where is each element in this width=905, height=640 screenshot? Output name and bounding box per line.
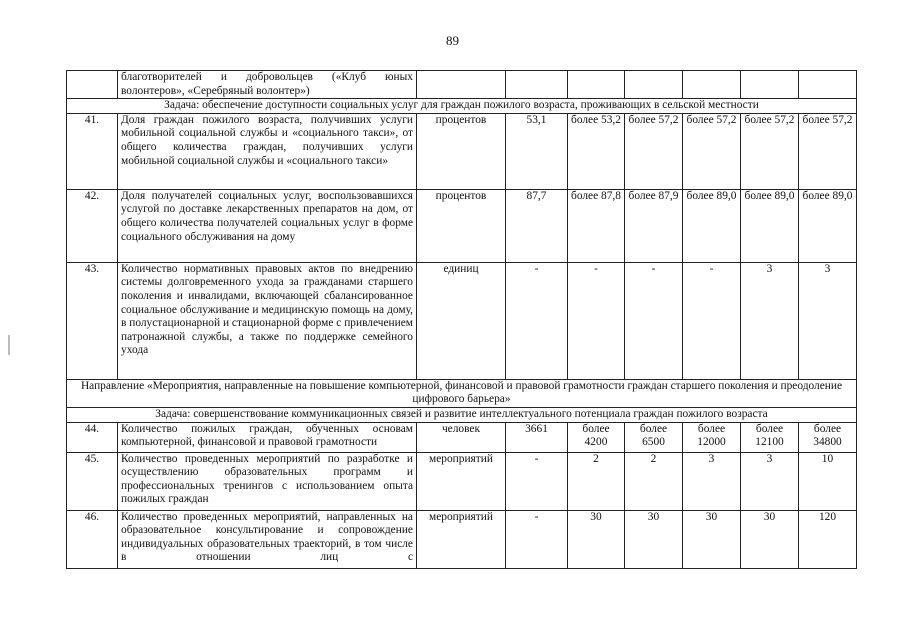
year-value-cell xyxy=(568,71,625,99)
year-value-cell: более 57,2 xyxy=(799,113,857,189)
unit-cell: мероприятий xyxy=(417,510,506,568)
task-heading: Задача: обеспечение доступности социальных услуг для граждан пожилого возраста, проживающих в сельской местности xyxy=(67,99,857,114)
table-row xyxy=(67,510,857,568)
year-value-cell: 3 xyxy=(741,262,799,379)
year-value-cell: более 53,2 xyxy=(568,113,625,189)
table-row xyxy=(67,113,857,189)
table-row xyxy=(67,262,857,379)
indicator-description: благотворителей и добровольцев («Клуб юных волонтеров», «Серебряный волонтер») xyxy=(118,71,417,99)
task-heading: Задача: совершенствование коммуникационных связей и развитие интеллектуального потенциала граждан пожилого возраста xyxy=(67,407,857,422)
year-value-cell: более 57,2 xyxy=(625,113,683,189)
indicator-description: Количество проведенных мероприятий по разработке и осуществлению образовательных программ и профессиональных тренингов с использованием опыта пожилых граждан xyxy=(118,452,417,510)
indicator-description: Количество нормативных правовых актов по внедрению системы долговременного ухода за гражданами старшего поколения и инвалидами, включающей сбалансированное социальное обслуживание и медицинскую помощь на дому, в полустационарной и стационарной форме с привлечением патронажной службы, а также по поддержке семейного ухода xyxy=(118,262,417,379)
base-value-cell: - xyxy=(506,510,568,568)
year-value-cell: 3 xyxy=(741,452,799,510)
year-value-cell: более 4200 xyxy=(568,422,625,452)
unit-cell: мероприятий xyxy=(417,452,506,510)
indicator-description: Количество проведенных мероприятий, направленных на образовательное консультирование и сопровождение индивидуальных образовательных траекторий, в том числе в отношении лиц с xyxy=(118,510,417,568)
row-number: 46. xyxy=(67,510,118,568)
unit-cell xyxy=(417,71,506,99)
year-value-cell: более 89,0 xyxy=(683,189,741,262)
row-number: 44. xyxy=(67,422,118,452)
row-number xyxy=(67,71,118,99)
indicators-table xyxy=(66,70,857,569)
year-value-cell: более 6500 xyxy=(625,422,683,452)
row-number: 43. xyxy=(67,262,118,379)
unit-cell: единиц xyxy=(417,262,506,379)
year-value-cell: более 57,2 xyxy=(741,113,799,189)
year-value-cell: 30 xyxy=(683,510,741,568)
year-value-cell xyxy=(741,71,799,99)
year-value-cell: более 12000 xyxy=(683,422,741,452)
year-value-cell xyxy=(683,71,741,99)
year-value-cell: 3 xyxy=(683,452,741,510)
table-row xyxy=(67,71,857,99)
year-value-cell: более 57,2 xyxy=(683,113,741,189)
year-value-cell xyxy=(625,71,683,99)
base-value-cell xyxy=(506,71,568,99)
table-row xyxy=(67,189,857,262)
year-value-cell: более 89,0 xyxy=(799,189,857,262)
indicator-description: Доля граждан пожилого возраста, получивших услуги мобильной социальной службы и «социального такси», от общего количества граждан, получивших услуги мобильной социальной службы и «социального такси» xyxy=(118,113,417,189)
base-value-cell: 3661 xyxy=(506,422,568,452)
year-value-cell: 120 xyxy=(799,510,857,568)
year-value-cell: 2 xyxy=(625,452,683,510)
year-value-cell: 10 xyxy=(799,452,857,510)
year-value-cell: 2 xyxy=(568,452,625,510)
margin-scan-mark xyxy=(8,335,10,355)
year-value-cell: более 34800 xyxy=(799,422,857,452)
direction-row xyxy=(67,379,857,407)
year-value-cell: - xyxy=(625,262,683,379)
base-value-cell: - xyxy=(506,452,568,510)
year-value-cell: более 87,9 xyxy=(625,189,683,262)
unit-cell: процентов xyxy=(417,189,506,262)
year-value-cell: более 12100 xyxy=(741,422,799,452)
direction-heading: Направление «Мероприятия, направленные на повышение компьютерной, финансовой и правовой грамотности граждан старшего поколения и преодоление цифрового барьера» xyxy=(67,379,857,407)
base-value-cell: 87,7 xyxy=(506,189,568,262)
row-number: 42. xyxy=(67,189,118,262)
indicator-description: Доля получателей социальных услуг, воспользовавшихся услугой по доставке лекарственных препаратов на дом, от общего количества получателей социальных услуг в форме социального обслуживания на дому xyxy=(118,189,417,262)
year-value-cell: более 89,0 xyxy=(741,189,799,262)
year-value-cell: 30 xyxy=(625,510,683,568)
row-number: 45. xyxy=(67,452,118,510)
base-value-cell: - xyxy=(506,262,568,379)
year-value-cell: 30 xyxy=(741,510,799,568)
year-value-cell: 30 xyxy=(568,510,625,568)
year-value-cell: - xyxy=(568,262,625,379)
year-value-cell xyxy=(799,71,857,99)
unit-cell: человек xyxy=(417,422,506,452)
task-row xyxy=(67,407,857,422)
year-value-cell: - xyxy=(683,262,741,379)
table-row xyxy=(67,422,857,452)
unit-cell: процентов xyxy=(417,113,506,189)
task-row xyxy=(67,99,857,114)
page-number: 89 xyxy=(446,33,459,48)
year-value-cell: более 87,8 xyxy=(568,189,625,262)
base-value-cell: 53,1 xyxy=(506,113,568,189)
table-row xyxy=(67,452,857,510)
indicator-description: Количество пожилых граждан, обученных основам компьютерной, финансовой и правовой грамотности xyxy=(118,422,417,452)
row-number: 41. xyxy=(67,113,118,189)
year-value-cell: 3 xyxy=(799,262,857,379)
